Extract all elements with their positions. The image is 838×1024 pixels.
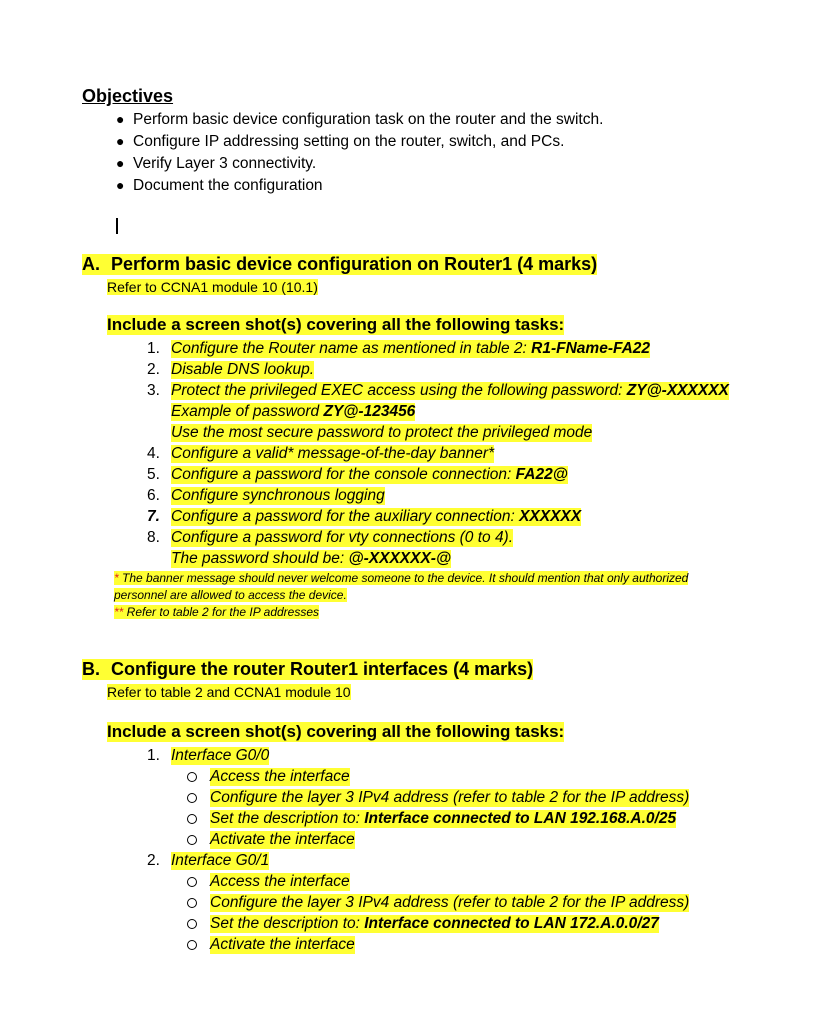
circle-bullet-icon bbox=[187, 835, 197, 845]
task-text: Configure a password for the auxiliary connection: XXXXXX bbox=[171, 508, 582, 525]
text-cursor bbox=[116, 218, 118, 234]
footnote-banner-cont: personnel are allowed to access the device. bbox=[114, 588, 347, 602]
bullet-icon: ● bbox=[116, 111, 125, 127]
list-item: Configure IP addressing setting on the router, switch, and PCs. bbox=[133, 133, 565, 150]
task-text: Protect the privileged EXEC access using the following password: ZY@-XXXXXX bbox=[171, 382, 729, 399]
subtask-text: Activate the interface bbox=[210, 831, 355, 848]
task-number: 2. bbox=[147, 361, 160, 378]
footnote-ip: ** Refer to table 2 for the IP addresses bbox=[114, 605, 320, 619]
subtask-text: Access the interface bbox=[210, 873, 350, 890]
task-number: 1. bbox=[147, 747, 160, 764]
subtask-text: Configure the layer 3 IPv4 address (refer to table 2 for the IP address) bbox=[210, 894, 690, 911]
task-number: 1. bbox=[147, 340, 160, 357]
objectives-title: Objectives bbox=[82, 86, 174, 106]
circle-bullet-icon bbox=[187, 919, 197, 929]
task-text: Configure synchronous logging bbox=[171, 487, 385, 504]
circle-bullet-icon bbox=[187, 877, 197, 887]
subtask-text: Set the description to: Interface connected to LAN 172.A.0.0/27 bbox=[210, 915, 659, 932]
interface-name: Interface G0/1 bbox=[171, 852, 270, 869]
task-text: Configure a password for the console connection: FA22@ bbox=[171, 466, 568, 483]
circle-bullet-icon bbox=[187, 940, 197, 950]
task-number: 6. bbox=[147, 487, 160, 504]
task-text: Disable DNS lookup. bbox=[171, 361, 315, 378]
list-item: Verify Layer 3 connectivity. bbox=[133, 155, 317, 172]
task-number: 4. bbox=[147, 445, 160, 462]
circle-bullet-icon bbox=[187, 772, 197, 782]
task-text: Configure a password for vty connections (0 to 4). bbox=[171, 529, 514, 546]
subtask-text: Access the interface bbox=[210, 768, 350, 785]
section-b-heading bbox=[82, 659, 533, 680]
task-number: 5. bbox=[147, 466, 160, 483]
list-item: Document the configuration bbox=[133, 177, 323, 194]
section-letter: B. bbox=[82, 659, 100, 679]
subtask-text: Activate the interface bbox=[210, 936, 355, 953]
section-b-include: Include a screen shot(s) covering all the following tasks: bbox=[107, 722, 565, 741]
section-b-refer: Refer to table 2 and CCNA1 module 10 bbox=[107, 684, 351, 700]
list-item: Perform basic device configuration task on the router and the switch. bbox=[133, 111, 604, 128]
section-title: Perform basic device configuration on Router1 (4 marks) bbox=[111, 254, 598, 274]
subtask-text: Set the description to: Interface connected to LAN 192.168.A.0/25 bbox=[210, 810, 677, 827]
section-a-heading bbox=[82, 254, 597, 275]
bullet-icon: ● bbox=[116, 133, 125, 149]
section-letter: A. bbox=[82, 254, 100, 274]
section-title: Configure the router Router1 interfaces (4 marks) bbox=[111, 659, 534, 679]
bullet-icon: ● bbox=[116, 155, 125, 171]
section-a-refer: Refer to CCNA1 module 10 (10.1) bbox=[107, 279, 318, 295]
section-a-include: Include a screen shot(s) covering all the following tasks: bbox=[107, 315, 565, 334]
task-number: 7. bbox=[147, 508, 160, 525]
task-text: Example of password ZY@-123456 bbox=[171, 403, 416, 420]
task-number: 2. bbox=[147, 852, 160, 869]
task-text: The password should be: @-XXXXXX-@ bbox=[171, 550, 452, 567]
circle-bullet-icon bbox=[187, 793, 197, 803]
circle-bullet-icon bbox=[187, 898, 197, 908]
circle-bullet-icon bbox=[187, 814, 197, 824]
footnote-banner: * The banner message should never welcome someone to the device. It should mention that only authorized bbox=[114, 571, 689, 585]
task-text: Use the most secure password to protect the privileged mode bbox=[171, 424, 593, 441]
interface-name: Interface G0/0 bbox=[171, 747, 270, 764]
subtask-text: Configure the layer 3 IPv4 address (refer to table 2 for the IP address) bbox=[210, 789, 690, 806]
bullet-icon: ● bbox=[116, 177, 125, 193]
task-text: Configure the Router name as mentioned in table 2: R1-FName-FA22 bbox=[171, 340, 651, 357]
task-number: 3. bbox=[147, 382, 160, 399]
task-number: 8. bbox=[147, 529, 160, 546]
task-text: Configure a valid* message-of-the-day banner* bbox=[171, 445, 495, 462]
